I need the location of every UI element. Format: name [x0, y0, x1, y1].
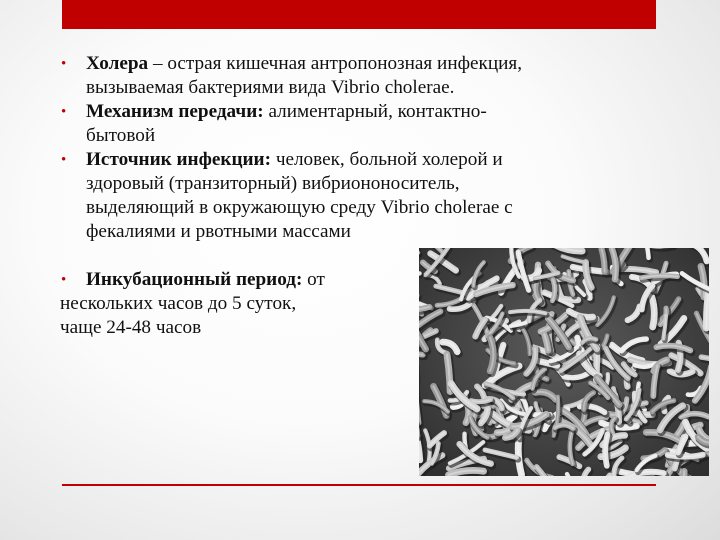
bullet-term: Источник инфекции:: [86, 149, 272, 170]
bullet-transmission: [60, 100, 660, 148]
bullet-text: фекалиями и рвотными массами: [86, 221, 351, 242]
bullet-marker: •: [61, 56, 67, 72]
bullet-text: – острая кишечная антропонозная инфекция,: [148, 53, 523, 74]
bullet-text: здоровый (транзиторный) вибриононоситель,: [86, 173, 460, 194]
bullet-text: от: [302, 269, 325, 290]
bullet-text: выделяющий в окружающую среду Vibrio cholerae с: [86, 197, 513, 218]
bullet-marker: •: [61, 152, 67, 168]
bullet-marker: •: [61, 272, 67, 288]
bullet-infection-source: [60, 148, 660, 244]
bullet-text: человек, больной холерой и: [271, 149, 503, 170]
bullet-term: Холера: [86, 53, 149, 74]
vibrio-cholerae-micrograph: [419, 248, 709, 476]
bacteria-image: [419, 248, 709, 476]
bottom-accent-rule: [62, 484, 656, 486]
top-accent-band: [62, 0, 656, 29]
bullet-text: бытовой: [86, 125, 156, 146]
bullet-marker: •: [61, 104, 67, 120]
bullet-term: Механизм передачи:: [86, 101, 264, 122]
bullet-text: чаще 24-48 часов: [60, 317, 202, 338]
bullet-text: нескольких часов до 5 суток,: [60, 293, 297, 314]
bullet-cholera-definition: [60, 52, 660, 100]
bullet-text: вызываемая бактериями вида Vibrio cholerae.: [86, 77, 455, 98]
bullet-term: Инкубационный период:: [86, 269, 303, 290]
bullet-text: алиментарный, контактно-: [263, 101, 487, 122]
